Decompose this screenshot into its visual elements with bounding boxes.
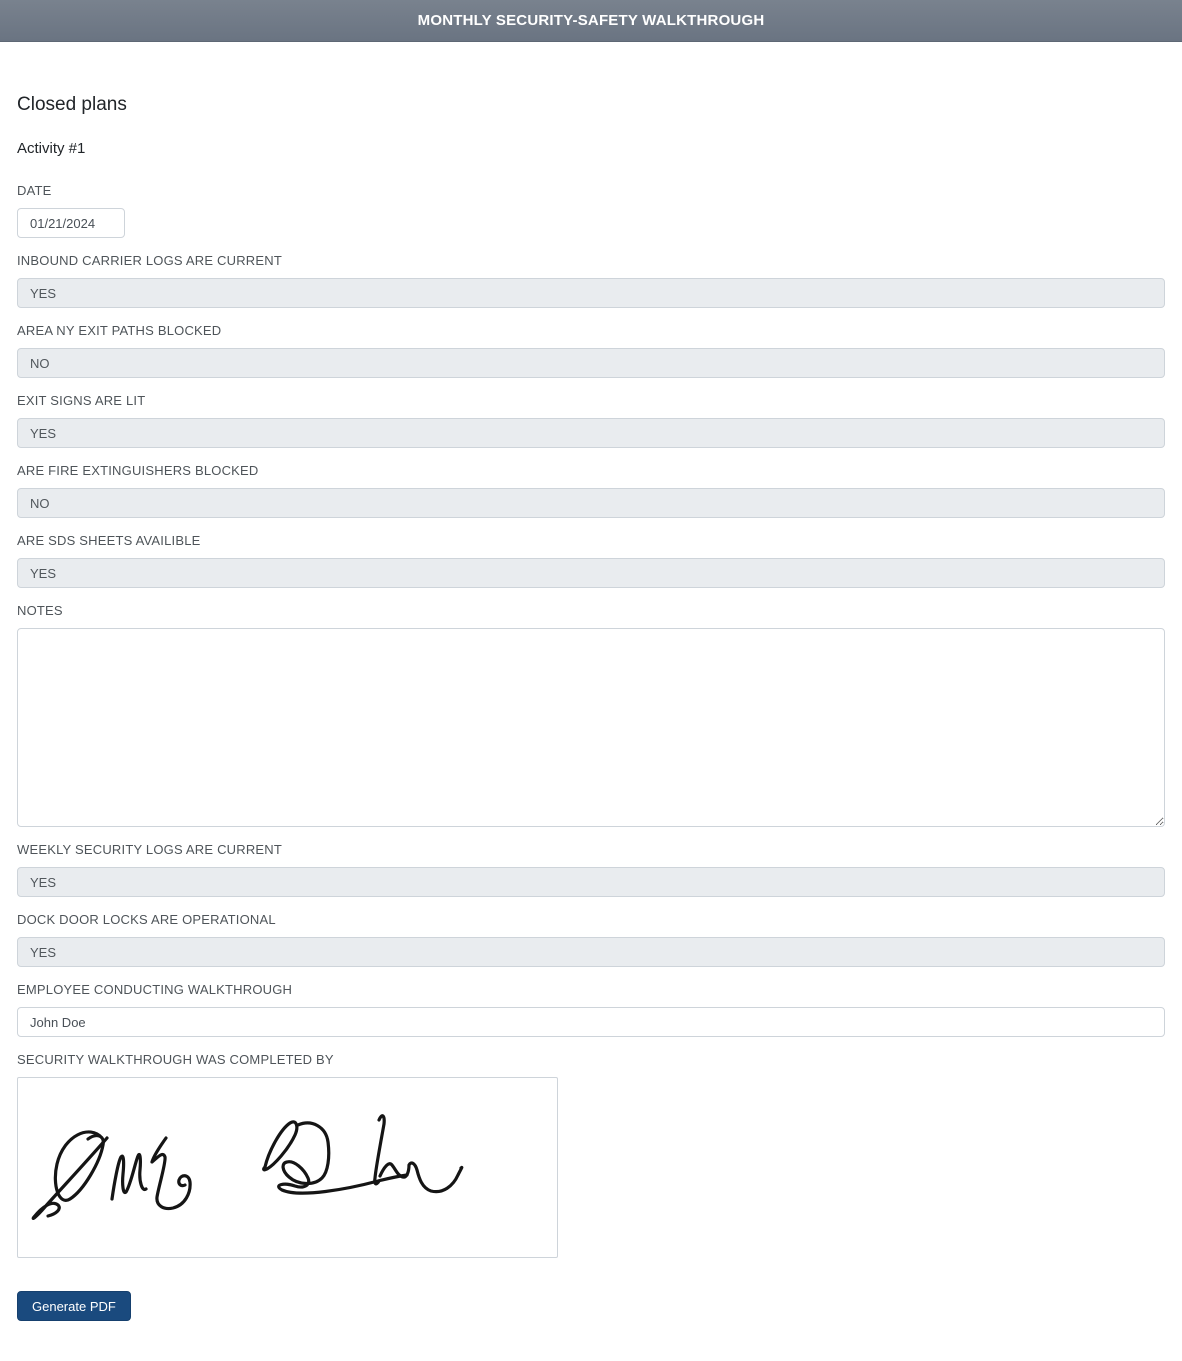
signature-group	[17, 1052, 1165, 1258]
question-group-exit-signs-lit	[17, 393, 1165, 448]
date-label: DATE	[17, 183, 52, 198]
question-value-field	[17, 418, 1165, 448]
question-label: DOCK DOOR LOCKS ARE OPERATIONAL	[17, 912, 276, 927]
employee-label: EMPLOYEE CONDUCTING WALKTHROUGH	[17, 982, 293, 997]
page-title: MONTHLY SECURITY-SAFETY WALKTHROUGH	[417, 12, 765, 29]
signature-label: SECURITY WALKTHROUGH WAS COMPLETED BY	[17, 1052, 334, 1067]
question-value-field	[17, 937, 1165, 967]
question-value-field	[17, 278, 1165, 308]
activity-title: Activity #1	[17, 140, 86, 157]
question-group-weekly-security-logs	[17, 842, 1165, 897]
question-group-sds-sheets-available	[17, 533, 1165, 588]
date-input[interactable]	[17, 208, 125, 238]
notes-label: NOTES	[17, 603, 63, 618]
notes-group	[17, 603, 1165, 827]
question-label: ARE SDS SHEETS AVAILIBLE	[17, 533, 201, 548]
signature-image	[18, 1078, 557, 1257]
question-label: WEEKLY SECURITY LOGS ARE CURRENT	[17, 842, 283, 857]
question-value-field	[17, 867, 1165, 897]
signature-pad[interactable]	[17, 1077, 558, 1258]
section-title: Closed plans	[17, 94, 127, 115]
form-page	[0, 94, 1182, 1361]
notes-textarea[interactable]	[17, 628, 1165, 827]
question-value-field	[17, 558, 1165, 588]
question-group-exit-paths-blocked	[17, 323, 1165, 378]
question-value-field	[17, 348, 1165, 378]
question-label: INBOUND CARRIER LOGS ARE CURRENT	[17, 253, 282, 268]
question-value-field	[17, 488, 1165, 518]
question-label: ARE FIRE EXTINGUISHERS BLOCKED	[17, 463, 259, 478]
question-label: EXIT SIGNS ARE LIT	[17, 393, 146, 408]
date-group	[17, 183, 1165, 238]
employee-group	[17, 982, 1165, 1037]
app-header	[0, 0, 1182, 42]
question-group-inbound-carrier-logs	[17, 253, 1165, 308]
generate-pdf-button[interactable]: Generate PDF	[17, 1291, 131, 1321]
question-group-fire-extinguishers-blocked	[17, 463, 1165, 518]
employee-input[interactable]	[17, 1007, 1165, 1037]
question-group-dock-door-locks	[17, 912, 1165, 967]
actions-row	[17, 1291, 1165, 1321]
question-label: AREA NY EXIT PATHS BLOCKED	[17, 323, 222, 338]
